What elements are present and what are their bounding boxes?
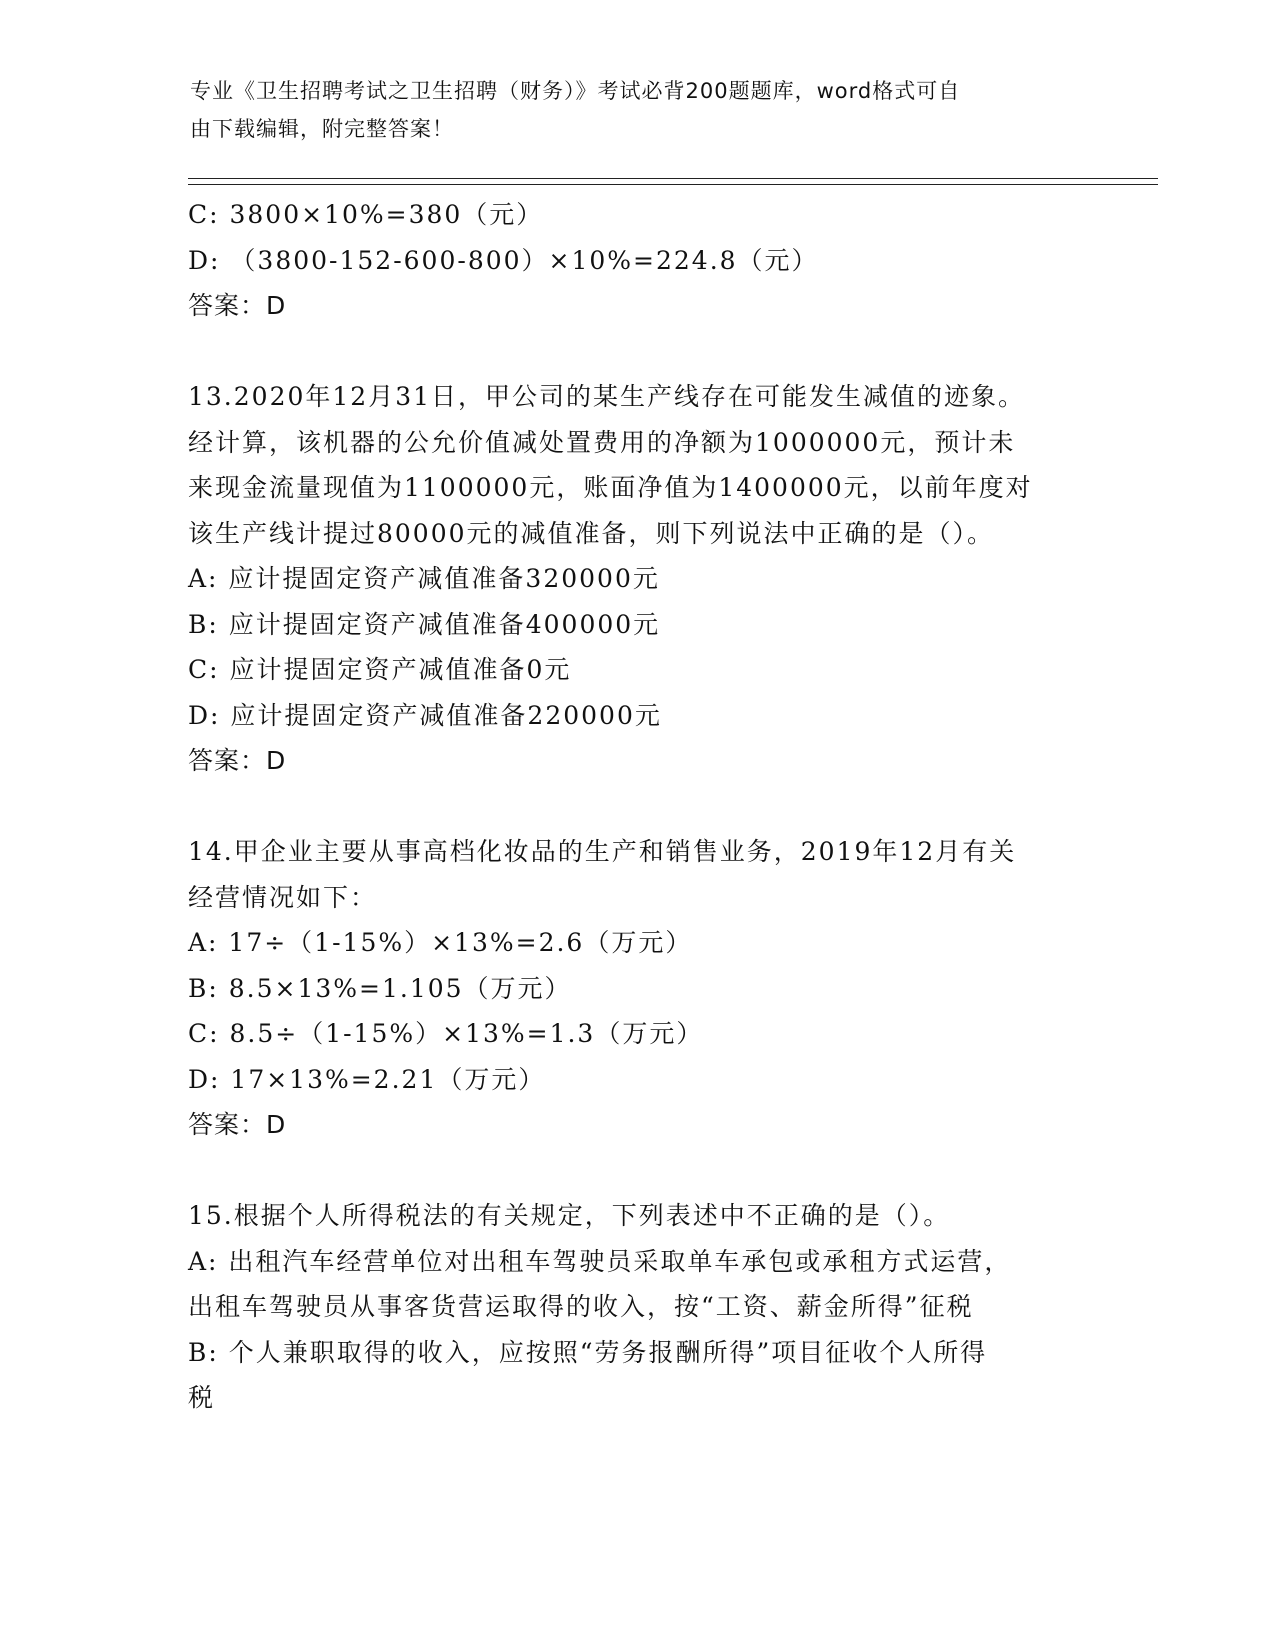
q14-option-c: C: 8.5÷（1-15%）×13%=1.3（万元）	[188, 1019, 704, 1048]
header-line-1: 专业《卫生招聘考试之卫生招聘（财务）》考试必背200题题库，word格式可自	[190, 79, 961, 103]
q12-option-d: D: （3800-152-600-800）×10%=224.8（元）	[188, 245, 819, 275]
q14-answer: 答案：D	[188, 1110, 287, 1139]
q14-stem-line: 经营情况如下：	[188, 882, 378, 912]
q14-option-d: D: 17×13%=2.21（万元）	[188, 1064, 546, 1094]
q12-option-c: C: 3800×10%=380（元）	[188, 200, 544, 229]
q15-option-b-line: 税	[188, 1383, 216, 1412]
q13-stem-line: 13.2020年12月31日，甲公司的某生产线存在可能发生减值的迹象。	[188, 382, 1026, 411]
page-header	[190, 72, 1090, 148]
header-divider-top	[188, 178, 1158, 179]
q15-stem: 15.根据个人所得税法的有关规定，下列表述中不正确的是（）。	[188, 1201, 951, 1230]
spacer	[188, 784, 1088, 830]
question-13	[188, 374, 1088, 784]
q14-stem-line: 14.甲企业主要从事高档化妆品的生产和销售业务，2019年12月有关	[188, 837, 1017, 866]
q13-option-a: A: 应计提固定资产减值准备320000元	[188, 564, 660, 593]
q14-option-a: A: 17÷（1-15%）×13%=2.6（万元）	[188, 928, 693, 957]
q15-option-a-line: A: 出租汽车经营单位对出租车驾驶员采取单车承包或承租方式运营，	[188, 1246, 1012, 1276]
q12-answer: 答案：D	[188, 291, 287, 320]
spacer	[188, 1148, 1088, 1194]
q13-stem-line: 来现金流量现值为1100000元，账面净值为1400000元，以前年度对	[188, 473, 1033, 502]
q13-stem-line: 该生产线计提过80000元的减值准备，则下列说法中正确的是（）。	[188, 518, 995, 548]
q13-option-d: D: 应计提固定资产减值准备220000元	[188, 700, 662, 730]
q13-answer: 答案：D	[188, 746, 287, 775]
q13-stem-line: 经计算，该机器的公允价值减处置费用的净额为1000000元，预计未	[188, 427, 1016, 457]
q15-option-a-line: 出租车驾驶员从事客货营运取得的收入，按“工资、薪金所得”征税	[188, 1292, 974, 1321]
q14-option-b: B: 8.5×13%=1.105（万元）	[188, 973, 572, 1003]
document-body	[188, 192, 1088, 1421]
question-15	[188, 1193, 1088, 1421]
header-line-2: 由下载编辑，附完整答案！	[190, 117, 454, 141]
q15-option-b-line: B: 个人兼职取得的收入，应按照“劳务报酬所得”项目征收个人所得	[188, 1337, 988, 1367]
spacer	[188, 329, 1088, 375]
question-12-tail	[188, 192, 1088, 329]
header-divider-bottom	[188, 184, 1158, 185]
q13-option-b: B: 应计提固定资产减值准备400000元	[188, 609, 661, 639]
question-14	[188, 829, 1088, 1148]
q13-option-c: C: 应计提固定资产减值准备0元	[188, 655, 572, 684]
